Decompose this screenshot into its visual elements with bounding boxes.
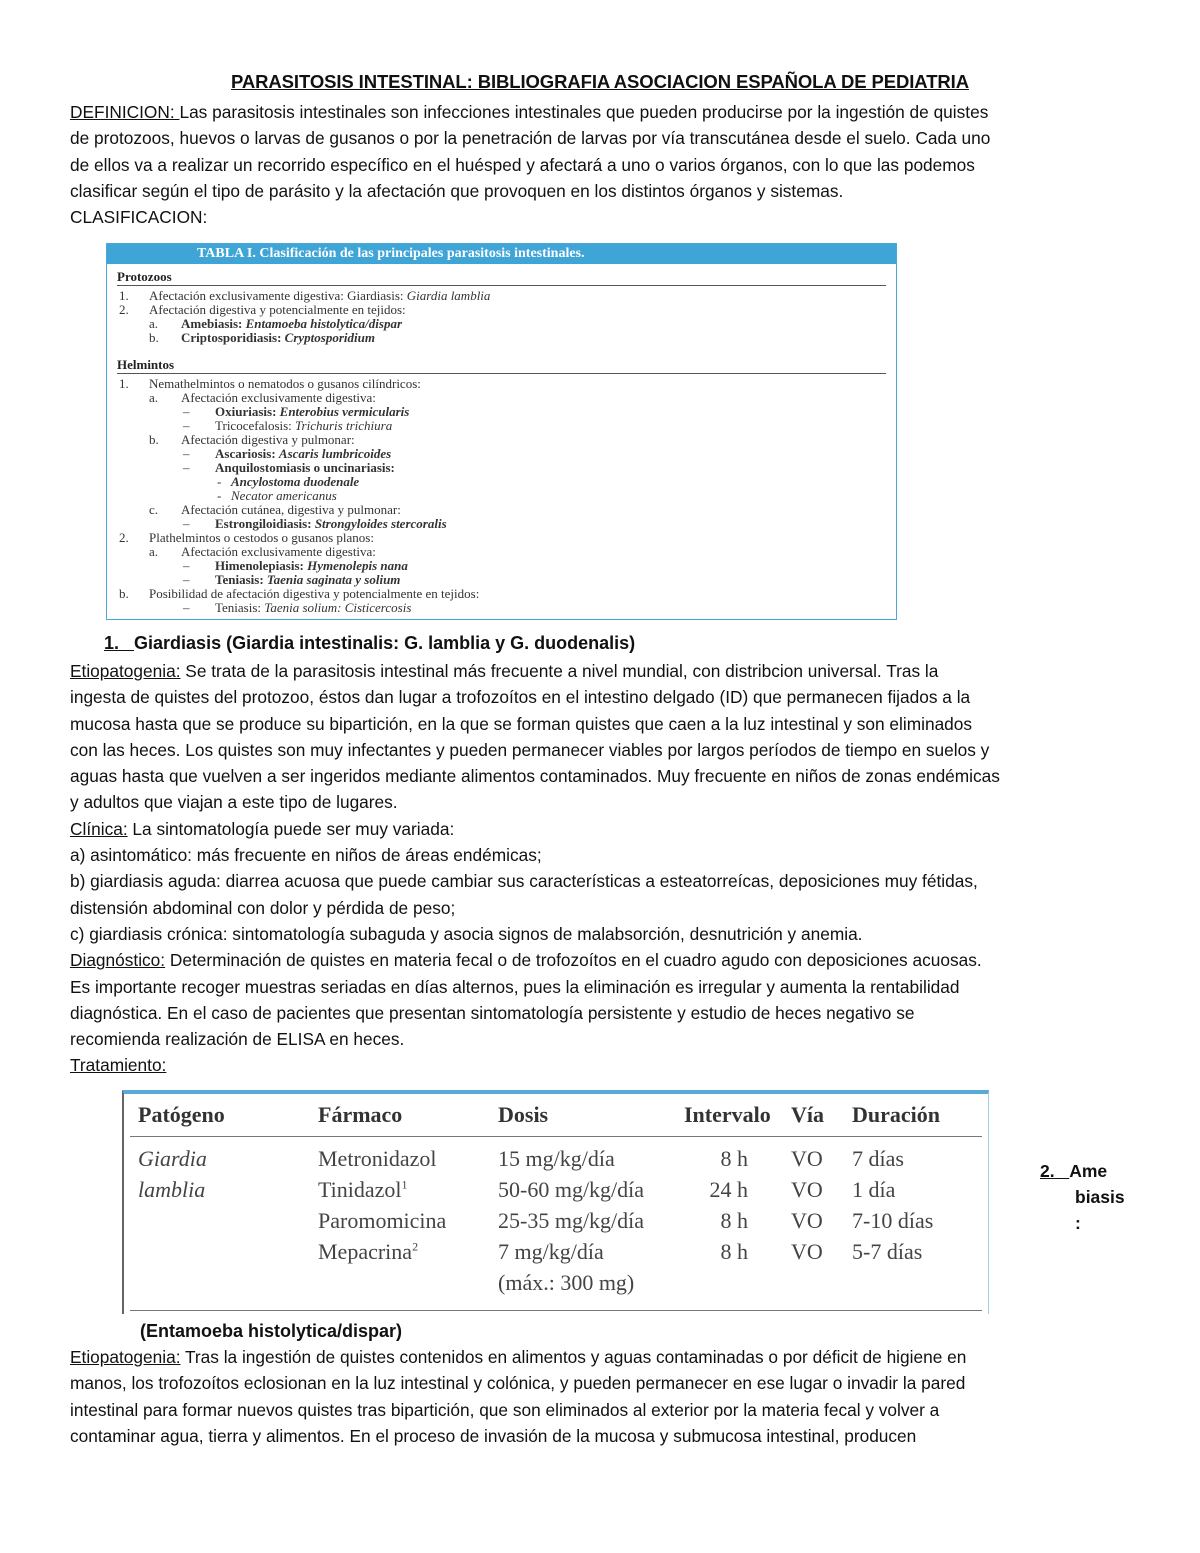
amebiasis-subtitle: (Entamoeba histolytica/dispar) [140,1321,403,1341]
diagnostico-line: Diagnóstico: Determinación de quistes en materia fecal o de trofozoítos en el cuadro agudo con deposiciones acuosas. [70,950,982,971]
section-heading-giardiasis: 1. Giardiasis (Giardia intestinalis: G. lamblia y G. duodenalis) [104,633,636,653]
definicion-line-1: DEFINICION: Las parasitosis intestinales son infecciones intestinales que pueden producirse por la ingestión de quistes [70,102,989,122]
table-row: Posibilidad de afectación digestiva y potencialmente en tejidos: [149,586,480,601]
duracion-cell: 1 día [852,1177,896,1202]
table-row: Criptosporidiasis: Cryptosporidium [181,330,375,345]
intervalo-cell: 24 h [709,1177,748,1202]
divider [130,1136,982,1137]
definicion-line-2: de protozoos, huevos o larvas de gusanos o por la penetración de larvas por vía transcutánea desde el suelo. Cada uno [70,128,991,149]
table-row: Necator americanus [231,488,337,503]
divider [117,285,886,286]
via-cell: VO [791,1177,823,1202]
table-row: Oxiuriasis: Enterobius vermicularis [215,404,410,419]
giardiasis-body: Etiopatogenia: Se trata de la parasitosis intestinal más frecuente a nivel mundial, con distribcion universal. Tras la ingesta de quistes del protozoo, éstos dan lugar a trofozoítos en el intestino delgado (ID) que permanecen fijados a la mucosa hasta que se produce su bipartición, en la que se forman quistes que caen a la luz intestinal y son eliminados con las heces. Los quistes son muy infectantes y pueden permanecer viables por largos períodos de tiempo en suelos y aguas hasta que vuelven a ser ingeridos mediante alimentos contaminados. Muy frecuente en niños de zonas endémicas y adultos que viajan a este tipo de lugares. Clínica: La sintomatología puede ser muy variada: a) asintomático: más frecuente en niños de áreas endémicas; b) giardiasis aguda: diarrea acuosa que puede cambiar sus características a esteatorreícas, deposiciones muy fétidas, distensión abdominal con dolor y pérdida de peso; c) giardiasis crónica: sintomatología subaguda y asocia signos de malabsorción, desnutrición y anemia. Diagnóstico: Determinación de quistes en materia fecal o de trofozoítos en el cuadro agudo con deposiciones acuosas. Es importante recoger muestras seriadas en días alternos, pues la eliminación es irregular y aumenta la rentabilidad diagnóstica. En el caso de pacientes que presentan sintomatología persistente y estudio de heces negativo se recomienda realización de ELISA en heces. Tratamiento: [70,658,1140,1079]
table-row: Afectación digestiva y potencialmente en tejidos: [149,302,406,317]
definicion-section [70,99,1140,230]
table-row: Anquilostomiasis o uncinariasis: [215,460,395,475]
table-row: Tricocefalosis: Trichuris trichiura [215,418,393,433]
etiopatogenia-label: Etiopatogenia: [70,1347,181,1367]
tratamiento-label: Tratamiento: [70,1055,167,1076]
duracion-cell: 7-10 días [852,1208,934,1233]
table-row: Afectación exclusivamente digestiva: [181,390,376,405]
table-row: Himenolepiasis: Hymenolepis nana [215,558,408,573]
table-row: Nemathelmintos o nematodos o gusanos cilíndricos: [149,376,421,391]
farmaco-cell: Paromomicina [318,1208,447,1233]
intervalo-cell: 8 h [720,1208,748,1233]
etiopatogenia-label: Etiopatogenia: [70,661,181,681]
dosis-cell: 7 mg/kg/día [498,1239,604,1264]
clasificacion-label: CLASIFICACION: [70,207,208,228]
clinica-label: Clínica: [70,818,128,839]
amebiasis-body: Etiopatogenia: Tras la ingestión de quistes contenidos en alimentos y aguas contaminadas o por déficit de higiene en manos, los trofozoítos eclosionan en la luz intestinal y colónica, y pueden permanecer en ese lugar o invadir la pared intestinal para formar nuevos quistes tras bipartición, que son eliminados al exterior por la materia fecal y volver a contaminar agua, tierra y alimentos. En el proceso de invasión de la mucosa y submucosa intestinal, producen [70,1347,967,1446]
dosis-extra-cell: (máx.: 300 mg) [498,1270,635,1295]
definicion-line-4: clasificar según el tipo de parásito y la afectación que provoquen en los distintos órganos y sistemas. [70,180,844,201]
col-header: Duración [852,1102,940,1127]
table-row: Afectación exclusivamente digestiva: [181,544,376,559]
table-row: Teniasis: Taenia saginata y solium [215,572,401,587]
pathogen-cell: Giardia [138,1146,207,1171]
table-row: Afectación digestiva y pulmonar: [181,432,355,447]
table-row: Ascariosis: Ascaris lumbricoides [215,446,392,461]
col-header: Dosis [498,1102,549,1127]
table-row: Teniasis: Taenia solium: Cisticercosis [215,600,412,615]
definicion-line-3: de ellos va a realizar un recorrido específico en el huésped y afectará a uno o varios órganos, con lo que las podemos [70,154,975,175]
farmaco-cell: Tinidazol$^1$ [318,1177,408,1202]
definicion-label: DEFINICION: [70,102,180,122]
intervalo-cell: 8 h [720,1146,748,1171]
table-row: Ancylostoma duodenale [231,474,360,489]
via-cell: VO [791,1146,823,1171]
divider [117,373,886,374]
dosis-cell: 25-35 mg/kg/día [498,1208,645,1233]
clinica-line: Clínica: La sintomatología puede ser muy variada: [70,818,455,839]
classification-table-title: TABLA I. Clasificación de las principales parasitosis intestinales. [107,244,896,264]
table-row: Afectación cutánea, digestiva y pulmonar: [181,502,401,517]
etiopatogenia-line: Etiopatogenia: Se trata de la parasitosis intestinal más frecuente a nivel mundial, con distribcion universal. Tras la [70,661,939,681]
dosis-cell: 15 mg/kg/día [498,1146,615,1171]
via-cell: VO [791,1239,823,1264]
table-row: Amebiasis: Entamoeba histolytica/dispar [181,316,403,331]
divider [130,1310,982,1311]
col-header: Patógeno [138,1102,225,1127]
table-row: Afectación exclusivamente digestiva: Giardiasis: Giardia lamblia [149,288,491,303]
table-row: Estrongiloidiasis: Strongyloides stercoralis [215,516,447,531]
diagnostico-label: Diagnóstico: [70,950,166,971]
via-cell: VO [791,1208,823,1233]
pathogen-cell: lamblia [138,1177,206,1202]
farmaco-cell: Mepacrina$^2$ [318,1239,419,1264]
section-helmintos: Helmintos [117,357,175,372]
duracion-cell: 7 días [852,1146,904,1171]
col-header: Intervalo [684,1102,771,1127]
intervalo-cell: 8 h [720,1239,748,1264]
dosis-cell: 50-60 mg/kg/día [498,1177,645,1202]
col-header: Vía [791,1102,824,1127]
duracion-cell: 5-7 días [852,1239,923,1264]
classification-table: TABLA I. Clasificación de las principales parasitosis intestinales. Protozoos 1. Afectación exclusivamente digestiva: Giardiasis: Giardia lamblia 2. Afectación digestiva y potencialmente en tejidos: a. Amebiasis: Entamoeba histolytica/dispar b. Criptosporidiasis: Cryptosporidium Helmintos 1. Nemathelmintos o nematodos o gusanos cilíndricos: a. Afectación exclusivamente digestiva: – Oxiuriasis: Enterobius vermicularis – Tricocefalosis: Trichuris trichiura b. Afectación digestiva y pulmonar: – Ascariosis: Ascaris lumbricoides – Anquilostomiasis o uncinariasis: - Ancylostoma duodenale - Necator americanus c. Afectación cutánea, digestiva y pulmonar: – Estrongiloidiasis: Strongyloides stercoralis 2. Plathelmintos o cestodos o gusanos planos: a. Afectación exclusivamente digestiva: – Himenolepiasis: Hymenolepis nana – Teniasis: Taenia saginata y solium b. Posibilidad de afectación digestiva y potencialmente en tejidos: – Teniasis: Taenia solium: Cisticercosis [106,243,897,620]
col-header: Fármaco [318,1102,403,1127]
section-protozoos: Protozoos [117,269,172,284]
farmaco-cell: Metronidazol [318,1146,437,1171]
table-row: Plathelmintos o cestodos o gusanos planos: [149,530,374,545]
treatment-table [122,1090,989,1314]
page-title: PARASITOSIS INTESTINAL: BIBLIOGRAFIA ASOCIACION ESPAÑOLA DE PEDIATRIA [231,71,969,92]
section-heading-amebiasis: 2. Ame biasis : [1040,1161,1125,1233]
